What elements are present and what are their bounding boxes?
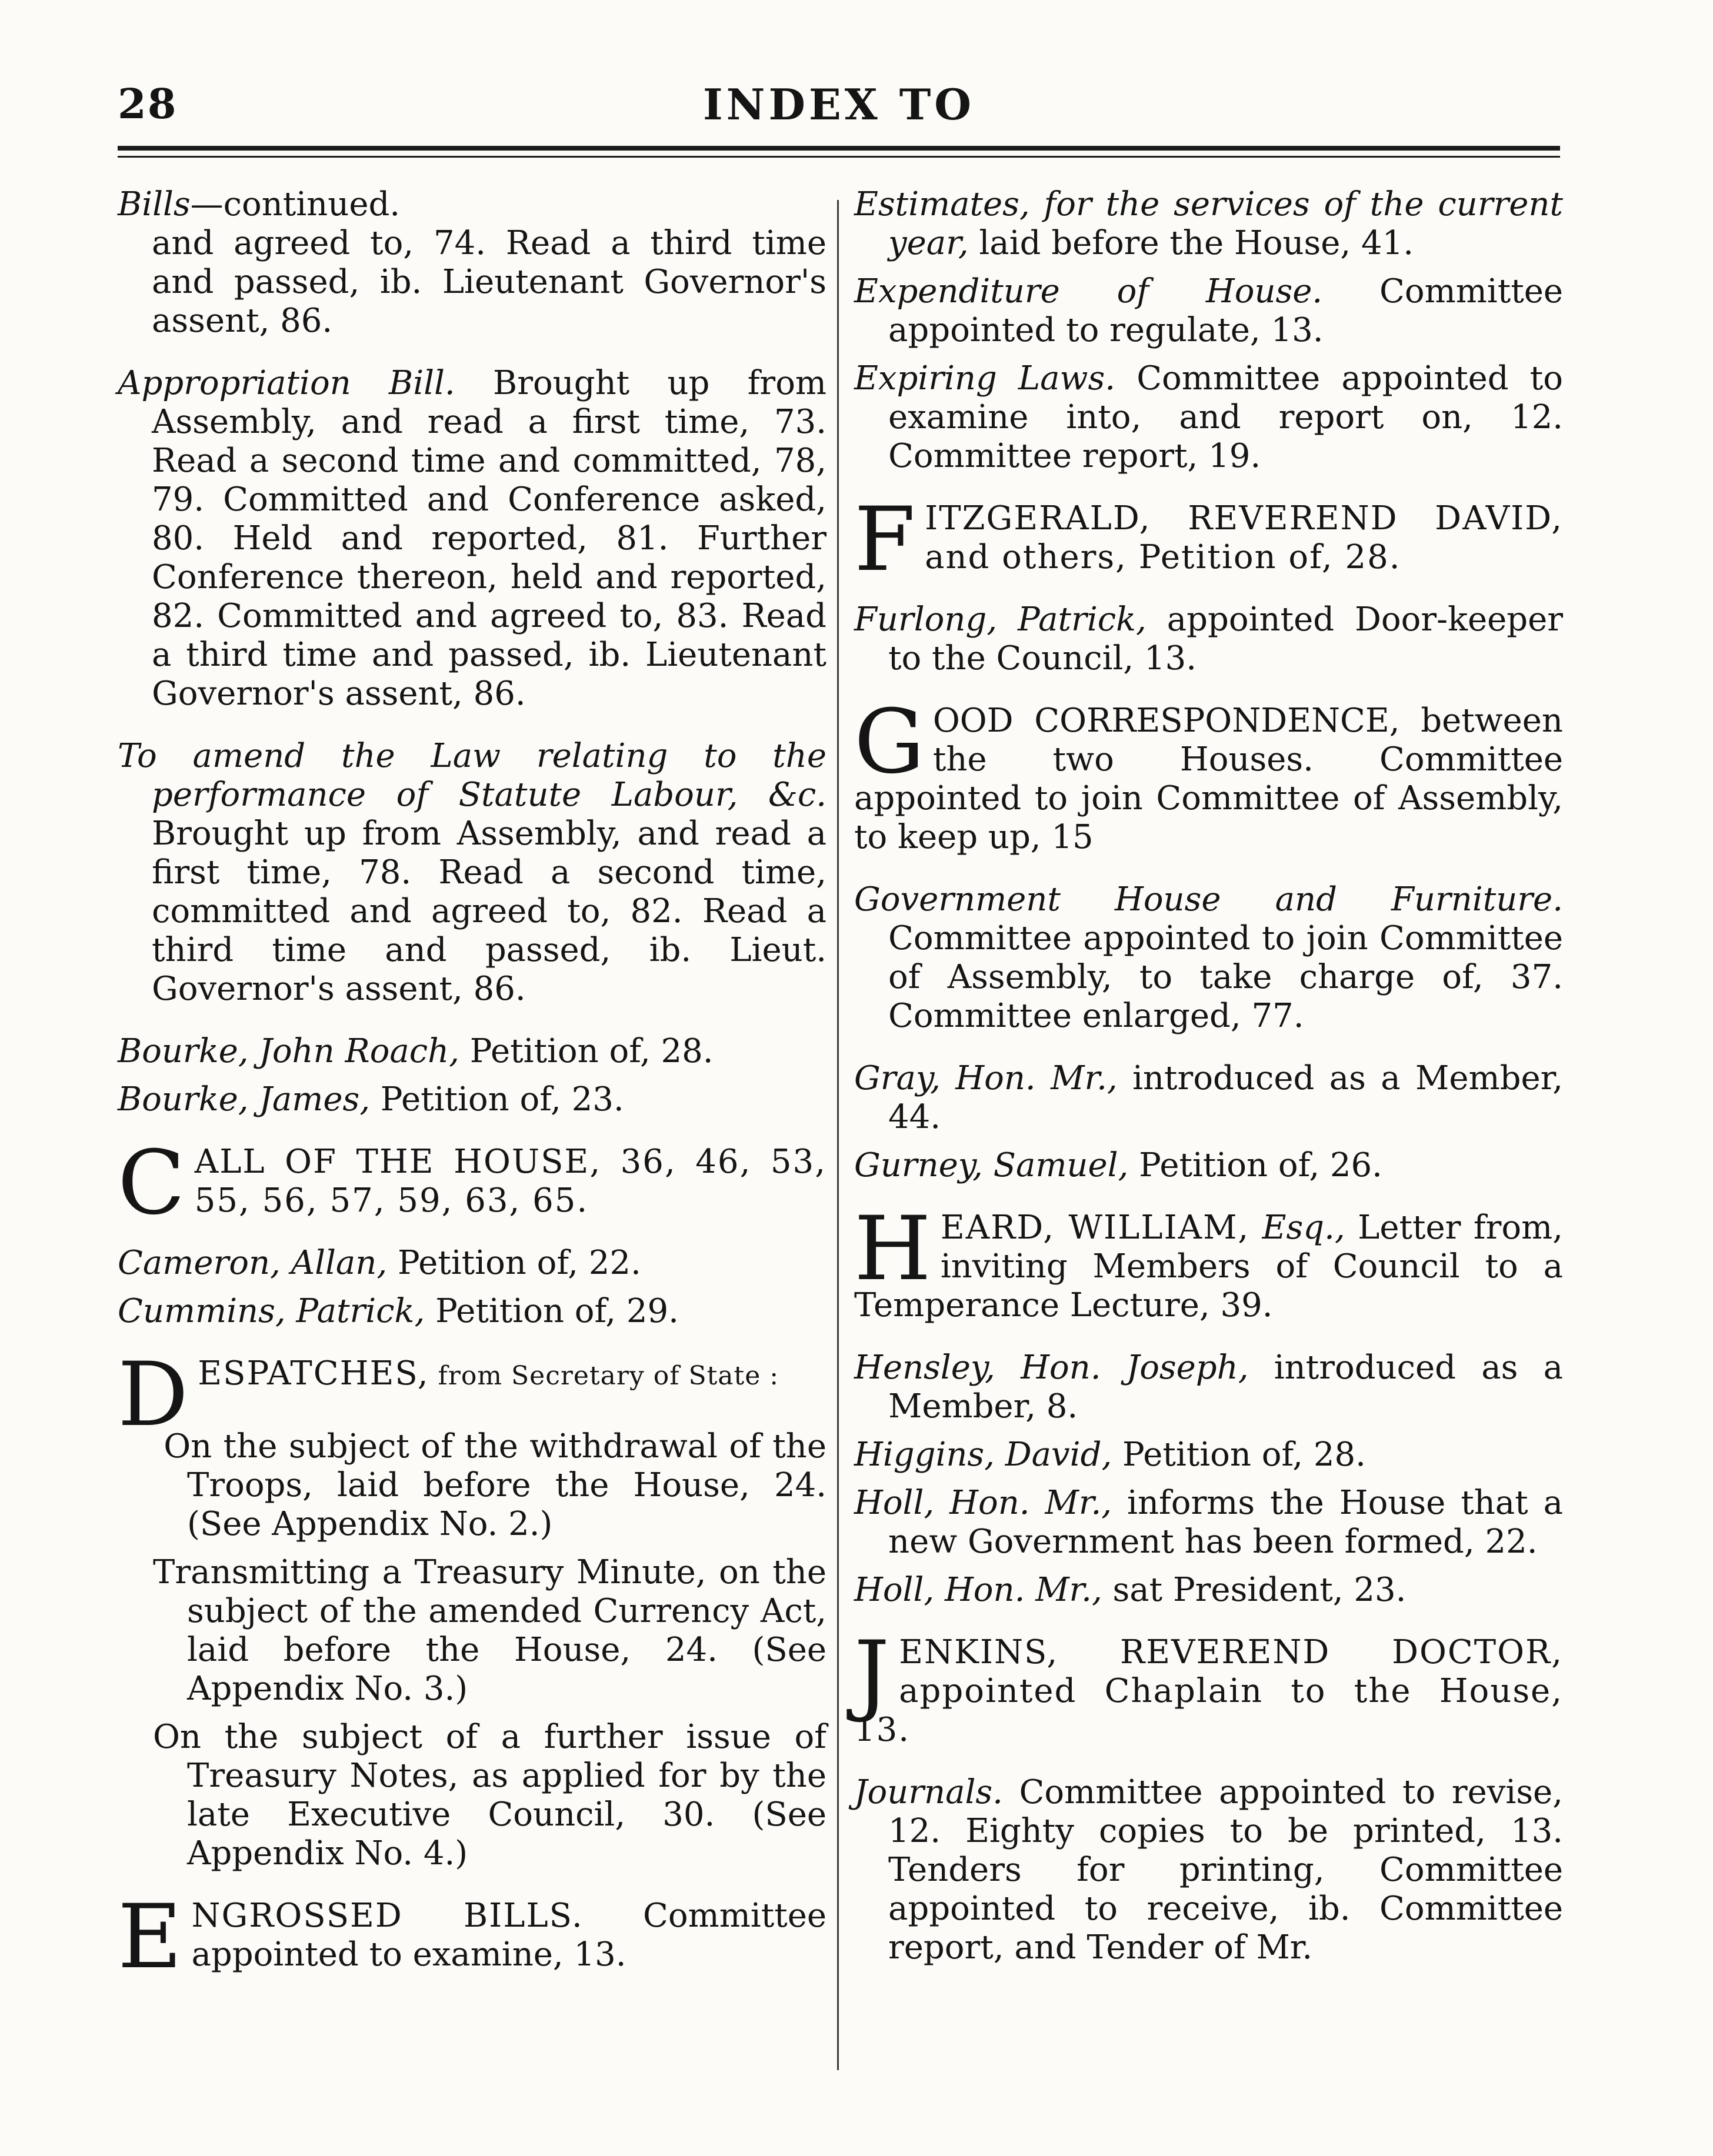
entry-text: appointed Door-keeper to the Council, 13. [888, 600, 1563, 677]
entry-title: Journals. [854, 1773, 1003, 1811]
entry-text: sat President, 23. [1102, 1571, 1407, 1609]
entry-title: Appropriation Bill. [118, 364, 455, 402]
index-entry-bourke-john [118, 1032, 826, 1071]
entry-title: Expenditure of House. [854, 272, 1323, 311]
index-entry-bourke-james [118, 1080, 826, 1119]
entry-name: Furlong, Patrick, [854, 600, 1147, 639]
entry-heading: Bills [118, 185, 191, 223]
index-entry-estimates [854, 185, 1563, 263]
header-rule-thick [118, 146, 1560, 151]
index-entry-call-of-the-house: CALL OF THE HOUSE, 36, 46, 53, 55, 56, 57, 59, 63, 65. [118, 1132, 826, 1234]
despatch-item: On the subject of the withdrawal of the Troops, laid before the House, 24. (See Appendix No. 2.) [164, 1427, 826, 1543]
index-entry-bills-continued [118, 185, 826, 341]
entry-text: Committee appointed to revise, 12. Eighty copies to be printed, 13. Tenders for printing, Committee appointed to receive, ib. Committee report, and Tender of Mr. [888, 1773, 1563, 1967]
entry-text: laid before the House, 41. [968, 224, 1414, 262]
index-entry-cameron [118, 1244, 826, 1283]
entry-title: Government House and Furniture. [854, 880, 1563, 919]
entry-text: Petition of, 29. [425, 1292, 679, 1330]
entry-title: To amend the Law relating to the performance of Statute Labour, &c. [118, 737, 826, 814]
index-entry-gray [854, 1059, 1563, 1137]
entry-text: Petition of, 28. [459, 1032, 714, 1070]
entry-name: Hensley, Hon. Joseph, [854, 1349, 1249, 1387]
index-entry-gurney [854, 1146, 1563, 1185]
entry-name: Bourke, James, [118, 1080, 370, 1119]
entry-text: Committee appointed to join Committee of Assembly, to take charge of, 37. Committee enlarged, 77. [888, 919, 1563, 1035]
right-column [854, 185, 1563, 1991]
entry-text: informs the House that a new Government has been formed, 22. [888, 1484, 1564, 1561]
entry-text: introduced as a Member, 44. [888, 1059, 1564, 1136]
index-entry-higgins [854, 1436, 1563, 1474]
index-entry-hensley [854, 1349, 1563, 1426]
left-column [118, 185, 826, 1998]
entry-title: Esq., [1249, 1209, 1345, 1247]
entry-text: Petition of, 26. [1128, 1146, 1382, 1184]
entry-text: Petition of, 22. [387, 1244, 641, 1282]
entry-name: Gray, Hon. Mr., [854, 1059, 1118, 1097]
index-entry-holl-president [854, 1571, 1563, 1610]
index-entry-journals [854, 1773, 1563, 1967]
despatch-item: On the subject of a further issue of Treasury Notes, as applied for by the late Executive Council, 30. (See Appendix No. 4.) [153, 1718, 826, 1873]
page-number: 28 [118, 79, 178, 128]
entry-name: Holl, Hon. Mr., [854, 1484, 1112, 1522]
index-entry-expenditure [854, 272, 1563, 350]
entry-text: Brought up from Assembly, and read a first time, 73. Read a second time and committed, 78, 79. Committed and Conference asked, 80. Held and reported, 81. Further Conference thereon, held and reported, 82. Committed and agreed to, 83. Read a third time and passed, ib. Lieutenant Governor's assent, 86. [152, 364, 827, 713]
entry-name: Holl, Hon. Mr., [854, 1571, 1102, 1609]
entry-name: Bourke, John Roach, [118, 1032, 459, 1070]
entry-subheading: from Secretary of State : [429, 1361, 779, 1391]
entry-title: Expiring Laws. [854, 359, 1116, 398]
entry-text: introduced as a Member, 8. [888, 1349, 1564, 1426]
entry-text: Brought up from Assembly, and read a first time, 78. Read a second time, committed and agreed to, 82. Read a third time and passed, ib. Lieut. Governor's assent, 86. [152, 815, 826, 1008]
despatch-item: Transmitting a Treasury Minute, on the subject of the amended Currency Act, laid before the House, 24. (See Appendix No. 3.) [153, 1553, 826, 1708]
index-entry-appropriation-bill [118, 364, 826, 713]
index-entry-expiring-laws [854, 359, 1563, 476]
entry-name: Gurney, Samuel, [854, 1146, 1129, 1184]
spacer [118, 1396, 826, 1427]
header-rule-thin [118, 156, 1560, 158]
column-divider [837, 200, 839, 2070]
entry-name: Higgins, David, [854, 1436, 1112, 1474]
page-header [118, 76, 1560, 141]
index-entry-cummins [118, 1292, 826, 1331]
entry-name: Cummins, Patrick, [118, 1292, 425, 1330]
index-entry-engrossed-bills [118, 1886, 826, 1988]
entry-text: Letter from, inviting Members of Council to a Temperance Lecture, 39. [854, 1209, 1563, 1324]
entry-text: and agreed to, 74. Read a third time and passed, ib. Lieutenant Governor's assent, 86. [152, 224, 826, 340]
running-head: INDEX TO [702, 79, 975, 129]
entry-text: Committee appointed to regulate, 13. [888, 272, 1563, 349]
entry-text: Committee appointed to examine, 13. [191, 1897, 826, 1974]
entry-heading: HEARD, WILLIAM, [854, 1198, 1250, 1300]
index-entry-statute-labour [118, 737, 826, 1009]
index-entry-heard [854, 1198, 1563, 1325]
entry-text: Petition of, 28. [1112, 1436, 1366, 1474]
index-entry-fitzgerald: FITZGERALD, REVEREND DAVID, and others, Petition of, 28. [854, 489, 1563, 591]
entry-heading: DESPATCHES, [118, 1344, 429, 1446]
index-entry-good-correspondence: GOOD CORRESPONDENCE, between the two Houses. Committee appointed to join Committee of Assembly, to keep up, 15 [854, 691, 1563, 856]
index-entry-despatches [118, 1344, 826, 1446]
entry-heading: ENGROSSED BILLS. [118, 1886, 584, 1988]
entry-text: Committee appointed to examine into, and report on, 12. Committee report, 19. [888, 359, 1563, 475]
index-entry-furlong [854, 600, 1563, 678]
index-entry-government-house [854, 880, 1563, 1036]
entry-name: Cameron, Allan, [118, 1244, 388, 1282]
entry-title: Estimates, for the services of the current year, [854, 185, 1563, 262]
entry-text: Petition of, 23. [370, 1080, 624, 1119]
entry-suffix: —continued. [190, 185, 401, 223]
index-entry-holl-informs [854, 1484, 1563, 1561]
index-entry-jenkins: JENKINS, REVEREND DOCTOR, appointed Chaplain to the House, 13. [854, 1623, 1563, 1749]
